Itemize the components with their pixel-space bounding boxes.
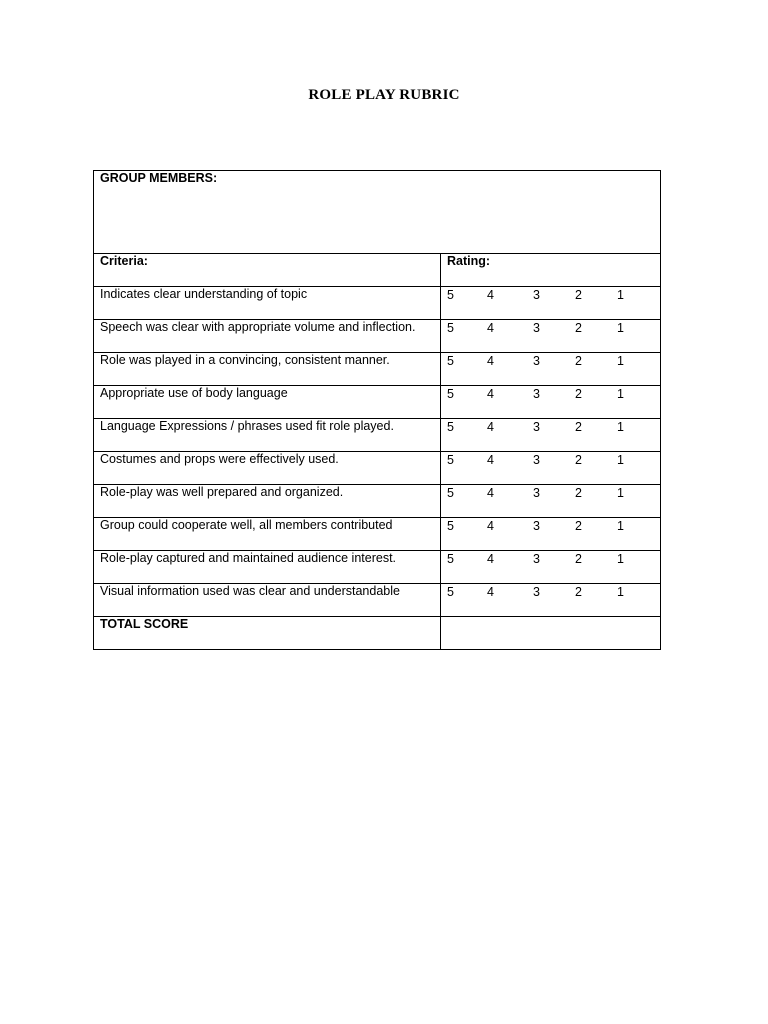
rating-1: 1: [617, 387, 624, 401]
rating-3: 3: [533, 354, 540, 368]
rating-4: 4: [487, 453, 494, 467]
rating-1: 1: [617, 585, 624, 599]
rating-4: 4: [487, 420, 494, 434]
rating-5: 5: [447, 453, 454, 467]
rating-4: 4: [487, 288, 494, 302]
rating-5: 5: [447, 585, 454, 599]
rating-3: 3: [533, 453, 540, 467]
criterion-row: [94, 353, 661, 386]
rating-1: 1: [617, 519, 624, 533]
rating-5: 5: [447, 420, 454, 434]
total-score-row: [94, 617, 661, 650]
rating-1: 1: [617, 486, 624, 500]
rating-3: 3: [533, 321, 540, 335]
total-score-value-cell: [441, 617, 661, 650]
criterion-row: [94, 386, 661, 419]
header-row: [94, 254, 661, 287]
criterion-row: [94, 518, 661, 551]
criterion-text: Role-play captured and maintained audience interest.: [100, 551, 397, 565]
total-score-label: TOTAL SCORE: [100, 617, 189, 631]
criterion-row: [94, 287, 661, 320]
rating-cell: [441, 518, 661, 551]
criterion-text: Speech was clear with appropriate volume and inflection.: [100, 320, 416, 334]
rating-scale: [441, 452, 660, 484]
rating-header: Rating:: [447, 254, 491, 268]
criterion-row: [94, 485, 661, 518]
group-members-label: GROUP MEMBERS:: [100, 171, 218, 185]
rating-1: 1: [617, 453, 624, 467]
rating-5: 5: [447, 321, 454, 335]
rating-5: 5: [447, 354, 454, 368]
rating-2: 2: [575, 585, 582, 599]
criteria-header-cell: [94, 254, 441, 287]
rating-cell: [441, 485, 661, 518]
rating-scale: [441, 518, 660, 550]
criterion-text: Costumes and props were effectively used.: [100, 452, 339, 466]
rating-1: 1: [617, 552, 624, 566]
criterion-text: Appropriate use of body language: [100, 386, 288, 400]
criterion-cell: [94, 320, 441, 353]
group-members-row: [94, 171, 661, 254]
rating-cell: [441, 287, 661, 320]
rating-4: 4: [487, 486, 494, 500]
rating-3: 3: [533, 486, 540, 500]
criteria-header: Criteria:: [100, 254, 148, 268]
criterion-cell: [94, 485, 441, 518]
rating-cell: [441, 353, 661, 386]
criterion-cell: [94, 584, 441, 617]
criterion-row: [94, 419, 661, 452]
rating-4: 4: [487, 387, 494, 401]
criterion-cell: [94, 518, 441, 551]
rating-cell: [441, 386, 661, 419]
rating-cell: [441, 551, 661, 584]
rating-2: 2: [575, 288, 582, 302]
rating-3: 3: [533, 585, 540, 599]
rating-scale: [441, 287, 660, 319]
rating-2: 2: [575, 321, 582, 335]
rating-4: 4: [487, 585, 494, 599]
rating-2: 2: [575, 519, 582, 533]
criterion-cell: [94, 353, 441, 386]
criterion-row: [94, 584, 661, 617]
criterion-text: Role-play was well prepared and organized.: [100, 485, 344, 499]
rating-header-cell: [441, 254, 661, 287]
rating-3: 3: [533, 420, 540, 434]
rating-2: 2: [575, 354, 582, 368]
criterion-cell: [94, 419, 441, 452]
rating-1: 1: [617, 420, 624, 434]
rating-cell: [441, 584, 661, 617]
criterion-cell: [94, 386, 441, 419]
rating-scale: [441, 551, 660, 583]
rating-1: 1: [617, 354, 624, 368]
rating-2: 2: [575, 420, 582, 434]
rating-3: 3: [533, 387, 540, 401]
criterion-cell: [94, 452, 441, 485]
criterion-text: Language Expressions / phrases used fit role played.: [100, 419, 394, 433]
rating-3: 3: [533, 519, 540, 533]
page-title: ROLE PLAY RUBRIC: [308, 87, 460, 103]
rating-scale: [441, 386, 660, 418]
rating-1: 1: [617, 321, 624, 335]
rating-scale: [441, 485, 660, 517]
group-members-cell: [94, 171, 661, 254]
rating-scale: [441, 353, 660, 385]
rating-5: 5: [447, 387, 454, 401]
rating-2: 2: [575, 486, 582, 500]
rating-2: 2: [575, 387, 582, 401]
rating-2: 2: [575, 552, 582, 566]
rating-cell: [441, 320, 661, 353]
rating-5: 5: [447, 486, 454, 500]
rating-cell: [441, 452, 661, 485]
criterion-row: [94, 551, 661, 584]
rating-scale: [441, 584, 660, 616]
rating-4: 4: [487, 321, 494, 335]
criterion-text: Visual information used was clear and understandable: [100, 584, 400, 598]
criterion-cell: [94, 551, 441, 584]
rating-4: 4: [487, 354, 494, 368]
rubric-table: [93, 170, 661, 650]
total-score-label-cell: [94, 617, 441, 650]
rating-5: 5: [447, 519, 454, 533]
rating-5: 5: [447, 288, 454, 302]
rating-3: 3: [533, 288, 540, 302]
rating-1: 1: [617, 288, 624, 302]
rating-3: 3: [533, 552, 540, 566]
criterion-text: Indicates clear understanding of topic: [100, 287, 308, 301]
rating-scale: [441, 419, 660, 451]
criterion-row: [94, 452, 661, 485]
criterion-text: Group could cooperate well, all members contributed: [100, 518, 393, 532]
rating-cell: [441, 419, 661, 452]
rating-2: 2: [575, 453, 582, 467]
criterion-cell: [94, 287, 441, 320]
rating-5: 5: [447, 552, 454, 566]
criterion-row: [94, 320, 661, 353]
rating-scale: [441, 320, 660, 352]
criterion-text: Role was played in a convincing, consistent manner.: [100, 353, 390, 367]
rating-4: 4: [487, 519, 494, 533]
rating-4: 4: [487, 552, 494, 566]
